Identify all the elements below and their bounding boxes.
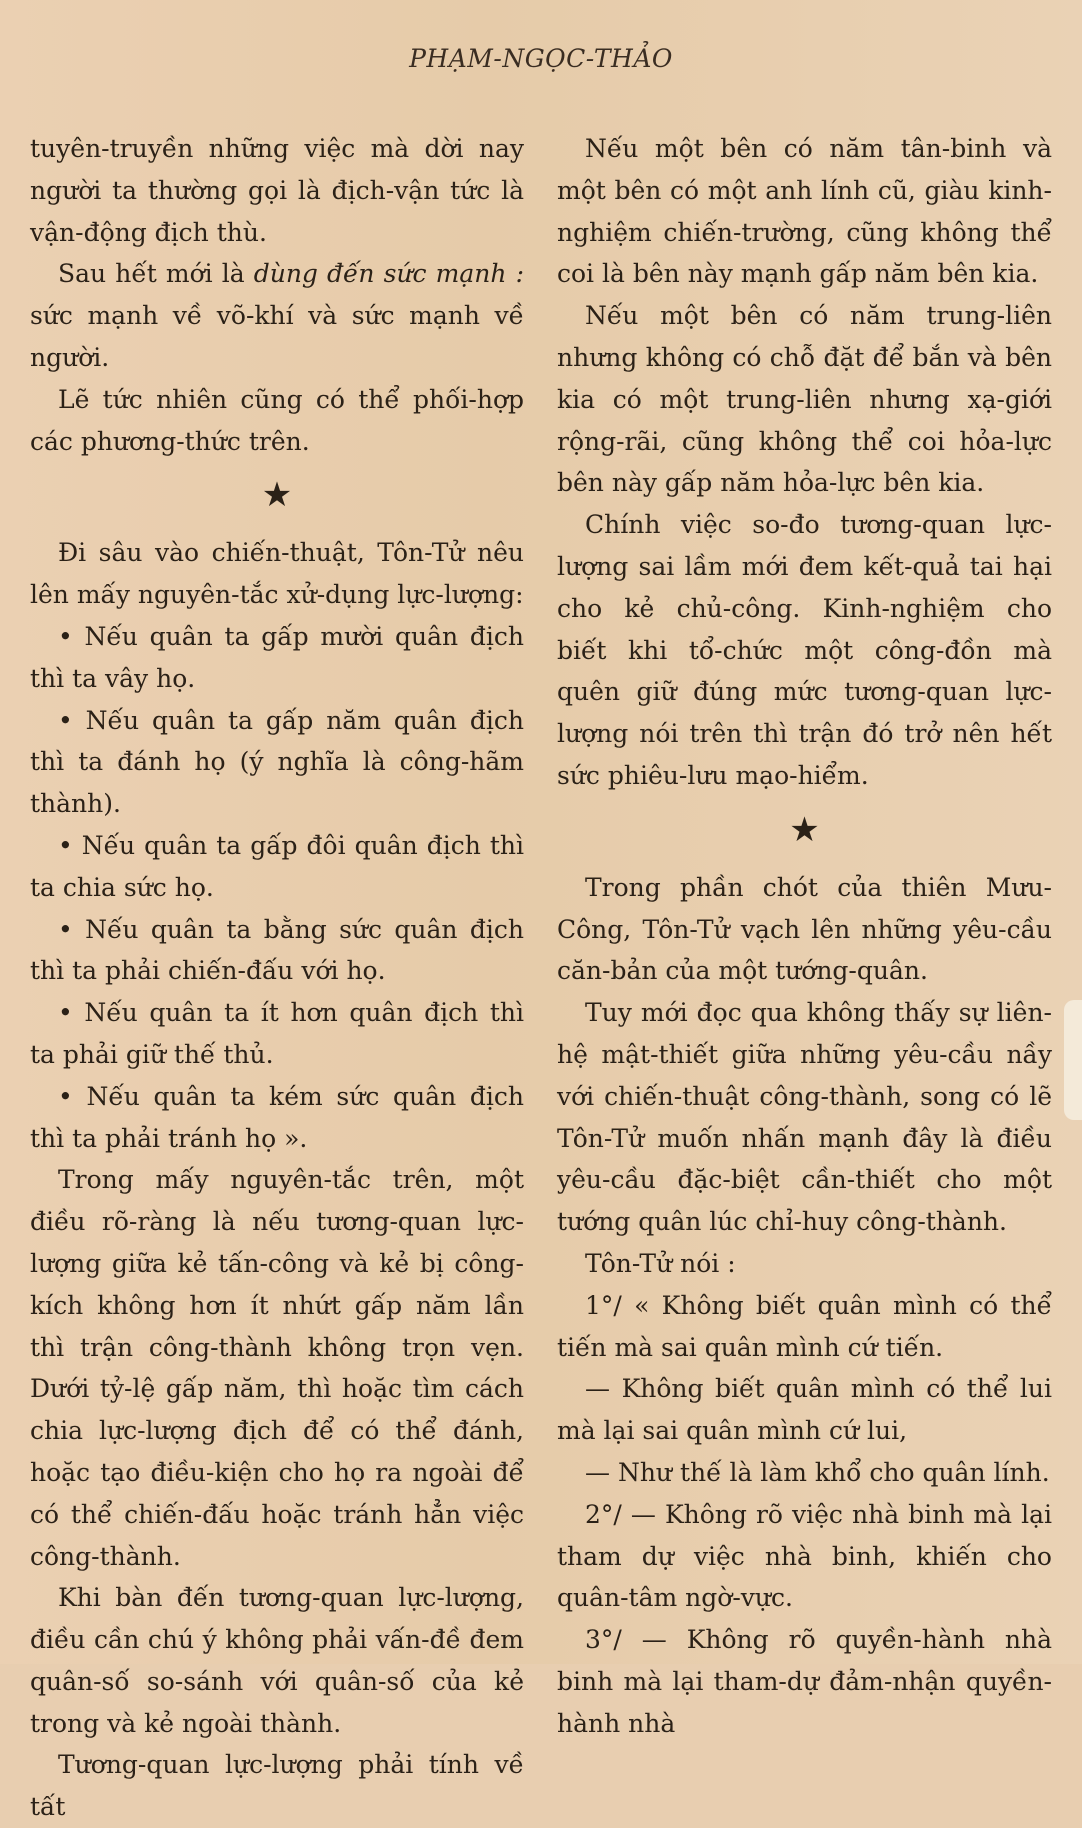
paragraph: Khi bàn đến tương-quan lực-lượng, điều cần chú ý không phải vấn-đề đem quân-số so-sánh với quân-số của kẻ trong và kẻ ngoài thành. [30,1583,524,1738]
list-item: 2°/ — Không rõ việc nhà binh mà lại tham dự việc nhà binh, khiến cho quân-tâm ngờ-vực. [557,1499,1052,1613]
paragraph: Trong phần chót của thiên Mưu-Công, Tôn-Tử vạch lên những yêu-cầu căn-bản của một tướng-quân. [557,872,1052,986]
star-separator-icon: ★ [261,475,293,516]
paragraph: Nếu một bên có năm tân-binh và một bên có một anh lính cũ, giàu kinh-nghiệm chiến-trường, cũng không thể coi là bên này mạnh gấp năm bên kia. [557,134,1052,289]
list-item: • Nếu quân ta kém sức quân địch thì ta phải tránh họ ». [30,1081,524,1153]
list-item: — Như thế là làm khổ cho quân lính. [585,1457,1050,1487]
list-item: • Nếu quân ta bằng sức quân địch thì ta phải chiến-đấu với họ. [30,914,524,986]
paragraph: Tương-quan lực-lượng phải tính về tất [30,1750,524,1822]
text-run: Sau hết mới là [58,259,254,289]
emphasis-text: dùng đến sức mạnh : [253,259,524,289]
page-edge-tear [1064,1000,1082,1120]
list-item: • Nếu quân ta gấp năm quân địch thì ta đánh họ (ý nghĩa là công-hãm thành). [30,705,524,819]
paragraph: tuyên-truyền những việc mà dời nay người ta thường gọi là địch-vận tức là vận-động địch thù. [30,134,524,247]
paragraph: Nếu một bên có năm trung-liên nhưng không có chỗ đặt để bắn và bên kia có một trung-liên nhưng xạ-giới rộng-rãi, cũng không thể coi hỏa-lực bên này gấp năm hỏa-lực bên kia. [557,301,1052,498]
paragraph: Lẽ tức nhiên cũng có thể phối-hợp các phương-thức trên. [30,384,524,456]
right-column [557,128,1052,1744]
left-column [30,128,524,1828]
paragraph [30,253,524,378]
list-item: • Nếu quân ta gấp mười quân địch thì ta vây họ. [30,621,524,693]
text-run: sức mạnh về võ-khí và sức mạnh về người. [30,301,524,372]
paragraph: Đi sâu vào chiến-thuật, Tôn-Tử nêu lên mấy nguyên-tắc xử-dụng lực-lượng: [30,538,524,610]
paragraph: Tuy mới đọc qua không thấy sự liên-hệ mật-thiết giữa những yêu-cầu nầy với chiến-thuật công-thành, song có lẽ Tôn-Tử muốn nhấn mạnh đây là điều yêu-cầu đặc-biệt cần-thiết cho một tướng quân lúc chỉ-huy công-thành. [557,998,1052,1237]
list-item: 1°/ « Không biết quân mình có thể tiến mà sai quân mình cứ tiến. [557,1290,1052,1362]
star-separator-icon: ★ [789,809,820,850]
paragraph: Tôn-Tử nói : [585,1248,736,1278]
paragraph: Trong mấy nguyên-tắc trên, một điều rõ-ràng là nếu tương-quan lực-lượng giữa kẻ tấn-công và kẻ bị công-kích không hơn ít nhứt gấp năm lần thì trận công-thành không trọn vẹn. Dưới tỷ-lệ gấp năm, thì hoặc tìm cách chia lực-lượng địch để có thể đánh, hoặc tạo điều-kiện cho họ ra ngoài để có thể chiến-đấu hoặc tránh hẳn việc công-thành. [30,1165,524,1571]
list-item: 3°/ — Không rõ quyền-hành nhà binh mà lại tham-dự đảm-nhận quyền-hành nhà [557,1625,1052,1738]
running-head: PHẠM-NGỌC-THẢO [409,44,673,73]
list-item: • Nếu quân ta ít hơn quân địch thì ta phải giữ thế thủ. [30,998,524,1069]
paragraph: Chính việc so-đo tương-quan lực-lượng sai lầm mới đem kết-quả tai hại cho kẻ chủ-công. Kinh-nghiệm cho biết khi tổ-chức một công-đồn mà quên giữ đúng mức tương-quan lực-lượng nói trên thì trận đó trở nên hết sức phiêu-lưu mạo-hiểm. [557,510,1052,790]
list-item: • Nếu quân ta gấp đôi quân địch thì ta chia sức họ. [30,830,524,902]
list-item: — Không biết quân mình có thể lui mà lại sai quân mình cứ lui, [557,1374,1052,1446]
